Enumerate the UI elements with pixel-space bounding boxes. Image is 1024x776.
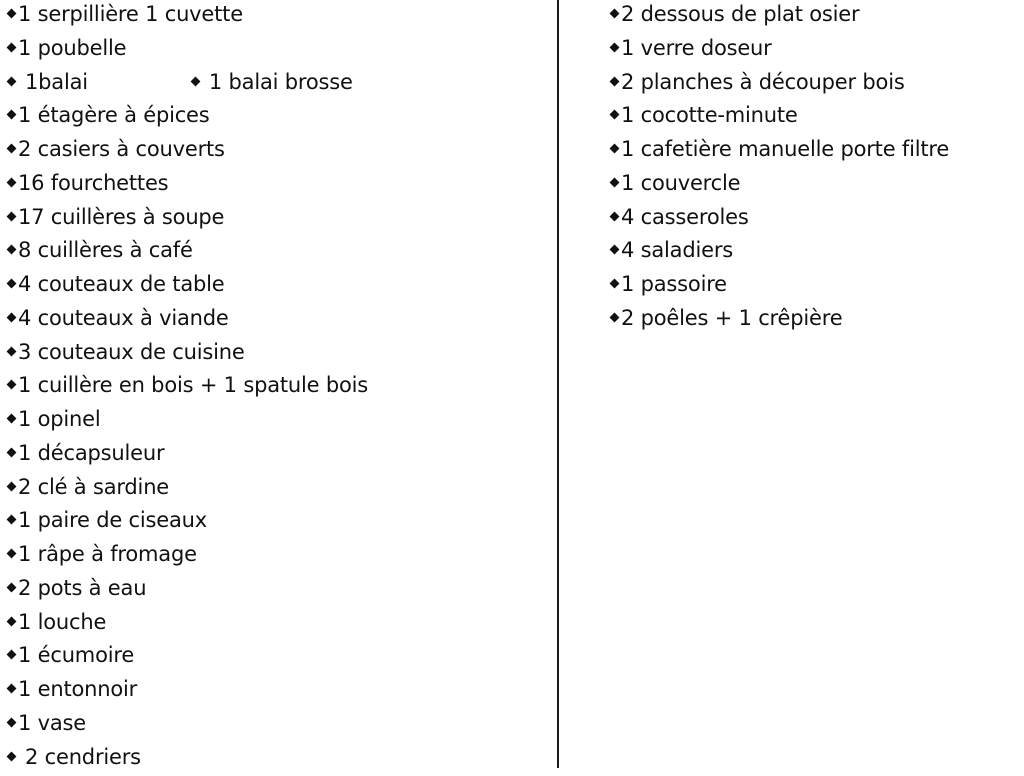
item-label: 2 planches à découper bois — [621, 70, 905, 94]
bullet-icon — [7, 42, 17, 52]
item-label: 2 poêles + 1 crêpière — [621, 306, 842, 330]
bullet-icon — [7, 650, 17, 660]
list-item — [8, 304, 368, 338]
list-item — [8, 675, 368, 709]
list-item — [8, 743, 368, 776]
list-item — [8, 101, 368, 135]
bullet-icon — [610, 144, 620, 154]
list-item — [8, 34, 368, 68]
item-label: 4 couteaux à viande — [18, 306, 229, 330]
bullet-icon — [610, 42, 620, 52]
item-label: 1 verre doseur — [621, 36, 772, 60]
item-label: 1 écumoire — [18, 643, 134, 667]
list-item — [611, 236, 949, 270]
item-label: 1 serpillière 1 cuvette — [18, 2, 243, 26]
bullet-icon — [190, 76, 200, 86]
item-label: 3 couteaux de cuisine — [18, 340, 245, 364]
list-item — [8, 68, 368, 102]
item-label: 1 râpe à fromage — [18, 542, 197, 566]
list-item — [8, 405, 368, 439]
bullet-icon — [7, 177, 17, 187]
bullet-icon — [7, 447, 17, 457]
item-label: 1 louche — [18, 610, 106, 634]
list-item — [611, 135, 949, 169]
item-label: 1balai — [25, 70, 88, 94]
item-label: 16 fourchettes — [18, 171, 168, 195]
bullet-icon — [7, 245, 17, 255]
item-label: 2 cendriers — [25, 745, 141, 769]
list-item — [8, 236, 368, 270]
list-item — [611, 270, 949, 304]
list-item — [611, 101, 949, 135]
list-item — [8, 169, 368, 203]
item-label: 1 entonnoir — [18, 677, 137, 701]
list-item — [8, 540, 368, 574]
bullet-icon — [7, 717, 17, 727]
item-label: 1 passoire — [621, 272, 727, 296]
list-item — [8, 709, 368, 743]
column-divider — [557, 0, 559, 768]
bullet-icon — [7, 211, 17, 221]
right-inventory-list — [611, 0, 949, 338]
item-label: 2 clé à sardine — [18, 475, 169, 499]
list-item — [8, 135, 368, 169]
bullet-icon — [610, 177, 620, 187]
list-item — [8, 506, 368, 540]
bullet-icon — [7, 76, 17, 86]
bullet-icon — [7, 684, 17, 694]
item-label: 4 casseroles — [621, 205, 749, 229]
left-inventory-list — [8, 0, 368, 776]
bullet-icon — [7, 481, 17, 491]
bullet-icon — [7, 312, 17, 322]
bullet-icon — [610, 279, 620, 289]
item-label: 1 cocotte-minute — [621, 103, 798, 127]
bullet-icon — [7, 380, 17, 390]
item-label: 4 saladiers — [621, 238, 733, 262]
list-item — [611, 68, 949, 102]
bullet-icon — [7, 515, 17, 525]
item-label: 1 étagère à épices — [18, 103, 210, 127]
list-item — [8, 203, 368, 237]
list-item — [8, 473, 368, 507]
item-label: 4 couteaux de table — [18, 272, 225, 296]
bullet-icon — [7, 414, 17, 424]
bullet-icon — [610, 245, 620, 255]
list-item — [8, 641, 368, 675]
bullet-icon — [7, 144, 17, 154]
bullet-icon — [7, 582, 17, 592]
item-label: 8 cuillères à café — [18, 238, 193, 262]
item-label: 1 décapsuleur — [18, 441, 164, 465]
bullet-icon — [610, 312, 620, 322]
list-item — [8, 270, 368, 304]
item-label: 1 paire de ciseaux — [18, 508, 207, 532]
bullet-icon — [610, 110, 620, 120]
item-label: 1 cuillère en bois + 1 spatule bois — [18, 373, 368, 397]
bullet-icon — [7, 346, 17, 356]
bullet-icon — [7, 9, 17, 19]
list-item — [611, 304, 949, 338]
item-label: 1 opinel — [18, 407, 101, 431]
item-label: 1 couvercle — [621, 171, 740, 195]
list-item — [8, 608, 368, 642]
item-label: 1 vase — [18, 711, 86, 735]
list-item — [611, 0, 949, 34]
list-item — [8, 439, 368, 473]
bullet-icon — [610, 76, 620, 86]
list-item — [8, 371, 368, 405]
item-label: 17 cuillères à soupe — [18, 205, 224, 229]
item-label: 2 dessous de plat osier — [621, 2, 859, 26]
list-item — [611, 203, 949, 237]
list-item — [8, 574, 368, 608]
list-item — [8, 338, 368, 372]
list-item — [8, 0, 368, 34]
item-label: 1 balai brosse — [209, 70, 353, 94]
item-label: 1 poubelle — [18, 36, 126, 60]
bullet-icon — [7, 751, 17, 761]
bullet-icon — [7, 279, 17, 289]
bullet-icon — [610, 211, 620, 221]
bullet-icon — [7, 616, 17, 626]
item-label: 2 casiers à couverts — [18, 137, 225, 161]
list-item — [611, 169, 949, 203]
bullet-icon — [7, 549, 17, 559]
bullet-icon — [610, 9, 620, 19]
bullet-icon — [7, 110, 17, 120]
item-label: 2 pots à eau — [18, 576, 146, 600]
list-item — [611, 34, 949, 68]
item-label: 1 cafetière manuelle porte filtre — [621, 137, 949, 161]
